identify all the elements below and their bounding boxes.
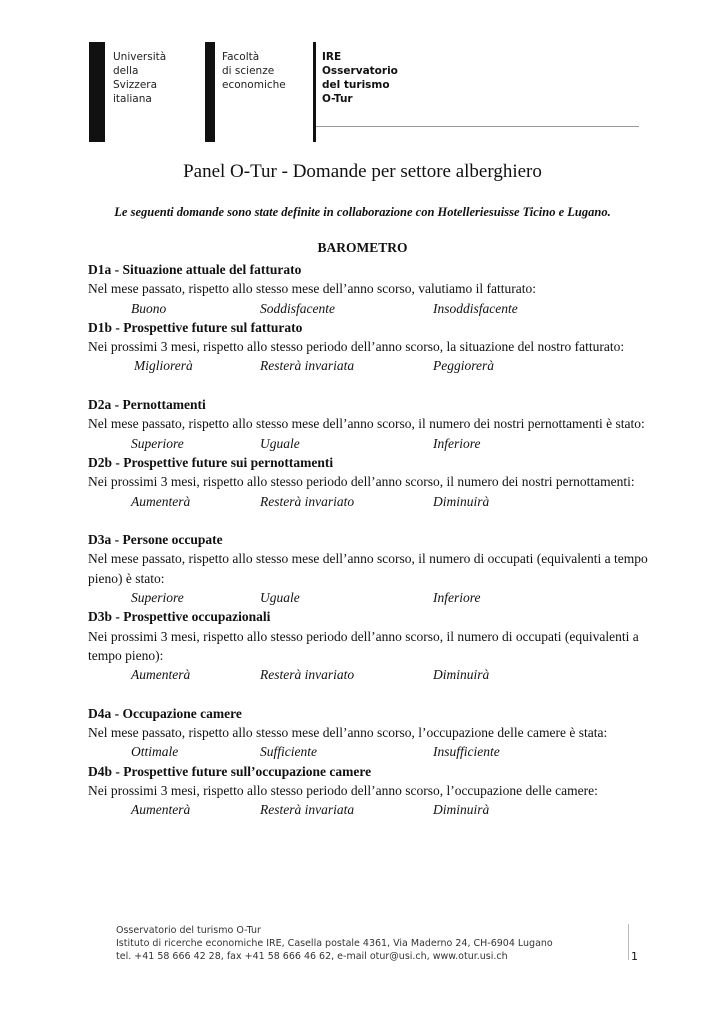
usi-line: Svizzera <box>113 79 158 91</box>
option: Uguale <box>260 590 300 606</box>
option: Diminuirà <box>433 493 490 509</box>
usi-logo-text <box>113 50 166 106</box>
question-d2a <box>88 395 648 453</box>
footer-divider <box>628 924 629 960</box>
page-number: 1 <box>631 950 638 963</box>
option: Aumenterà <box>131 493 191 509</box>
ire-logo-bar <box>313 42 316 142</box>
question-d4a <box>88 704 648 762</box>
answer-options <box>88 665 648 684</box>
ire-line: Osservatorio <box>322 65 398 77</box>
question-title: D2a - Pernottamenti <box>88 397 206 413</box>
option: Resterà invariato <box>260 493 355 509</box>
page-footer <box>116 924 553 963</box>
question-title: D1b - Prospettive future sul fatturato <box>88 319 303 335</box>
usi-logo-bar <box>89 42 105 142</box>
answer-options <box>88 742 648 761</box>
usi-line: Università <box>113 51 167 63</box>
question-d3a <box>88 530 648 607</box>
answer-options <box>88 800 648 819</box>
question-title: D3a - Persone occupate <box>88 532 223 548</box>
question-d1b <box>88 318 648 376</box>
question-d3b <box>88 607 648 684</box>
option: Ottimale <box>131 744 179 760</box>
ire-line: IRE <box>322 51 342 63</box>
option: Aumenterà <box>131 802 191 818</box>
header-rule <box>316 126 639 127</box>
ire-logo-text <box>322 50 398 106</box>
question-text: Nel mese passato, rispetto allo stesso mese dell’anno scorso, valutiamo il fatturato: <box>88 281 537 297</box>
question-text: Nel mese passato, rispetto allo stesso mese dell’anno scorso, l’occupazione delle camere è stata: <box>88 725 608 741</box>
option: Sufficiente <box>260 744 317 760</box>
section-heading: BAROMETRO <box>317 240 408 255</box>
questions-list <box>88 260 648 820</box>
option: Insufficiente <box>433 744 500 760</box>
option: Soddisfacente <box>260 300 335 316</box>
answer-options <box>88 434 648 453</box>
footer-line: tel. +41 58 666 42 28, fax +41 58 666 46 62, e-mail otur@usi.ch, www.otur.usi.ch <box>116 951 508 962</box>
question-text: Nel mese passato, rispetto allo stesso mese dell’anno scorso, il numero di occupati (equivalenti a tempo pieno) è stato: <box>88 551 648 586</box>
question-title: D4a - Occupazione camere <box>88 705 242 721</box>
question-d2b <box>88 453 648 511</box>
faculty-line: economiche <box>222 79 286 91</box>
question-title: D3b - Prospettive occupazionali <box>88 609 271 625</box>
option: Diminuirà <box>433 802 490 818</box>
question-text: Nei prossimi 3 mesi, rispetto allo stesso periodo dell’anno scorso, la situazione del nostro fatturato: <box>88 339 625 355</box>
option: Superiore <box>131 590 184 606</box>
faculty-logo-bar <box>205 42 215 142</box>
option: Migliorerà <box>134 358 193 374</box>
faculty-line: di scienze <box>222 65 275 77</box>
faculty-logo-text <box>222 50 286 92</box>
option: Resterà invariata <box>260 358 355 374</box>
question-d1a <box>88 260 648 318</box>
usi-line: italiana <box>113 93 152 105</box>
option: Resterà invariato <box>260 667 355 683</box>
faculty-line: Facoltà <box>222 51 260 63</box>
page-subtitle: Le seguenti domande sono state definite in collaborazione con Hotelleriesuisse Ticino e Lugano. <box>114 205 611 219</box>
option: Superiore <box>131 435 184 451</box>
answer-options <box>88 492 648 511</box>
question-title: D1a - Situazione attuale del fatturato <box>88 262 302 277</box>
option: Buono <box>131 300 167 316</box>
page-title: Panel O-Tur - Domande per settore alberghiero <box>183 161 542 182</box>
option: Insoddisfacente <box>433 300 518 316</box>
answer-options <box>88 299 648 318</box>
question-text: Nel mese passato, rispetto allo stesso mese dell’anno scorso, il numero dei nostri pernottamenti è stato: <box>88 416 645 432</box>
option: Uguale <box>260 435 300 451</box>
option: Diminuirà <box>433 667 490 683</box>
answer-options <box>88 356 648 375</box>
question-text: Nei prossimi 3 mesi, rispetto allo stesso periodo dell’anno scorso, l’occupazione delle camere: <box>88 783 598 799</box>
usi-line: della <box>113 65 139 77</box>
footer-line: Istituto di ricerche economiche IRE, Casella postale 4361, Via Maderno 24, CH-6904 Lugano <box>116 938 553 949</box>
answer-options <box>88 588 648 607</box>
footer-line: Osservatorio del turismo O-Tur <box>116 925 261 936</box>
question-text: Nei prossimi 3 mesi, rispetto allo stesso periodo dell’anno scorso, il numero dei nostri pernottamenti: <box>88 474 635 490</box>
question-title: D2b - Prospettive future sui pernottamenti <box>88 454 334 470</box>
option: Peggiorerà <box>433 358 494 374</box>
ire-line: del turismo <box>322 79 390 91</box>
option: Aumenterà <box>131 667 191 683</box>
option: Inferiore <box>433 590 481 606</box>
option: Resterà invariata <box>260 802 355 818</box>
ire-line: O-Tur <box>322 93 353 105</box>
question-text: Nei prossimi 3 mesi, rispetto allo stesso periodo dell’anno scorso, il numero di occupati (equivalenti a tempo pieno): <box>88 628 639 663</box>
question-d4b <box>88 762 648 820</box>
question-title: D4b - Prospettive future sull’occupazione camere <box>88 763 372 779</box>
option: Inferiore <box>433 435 481 451</box>
